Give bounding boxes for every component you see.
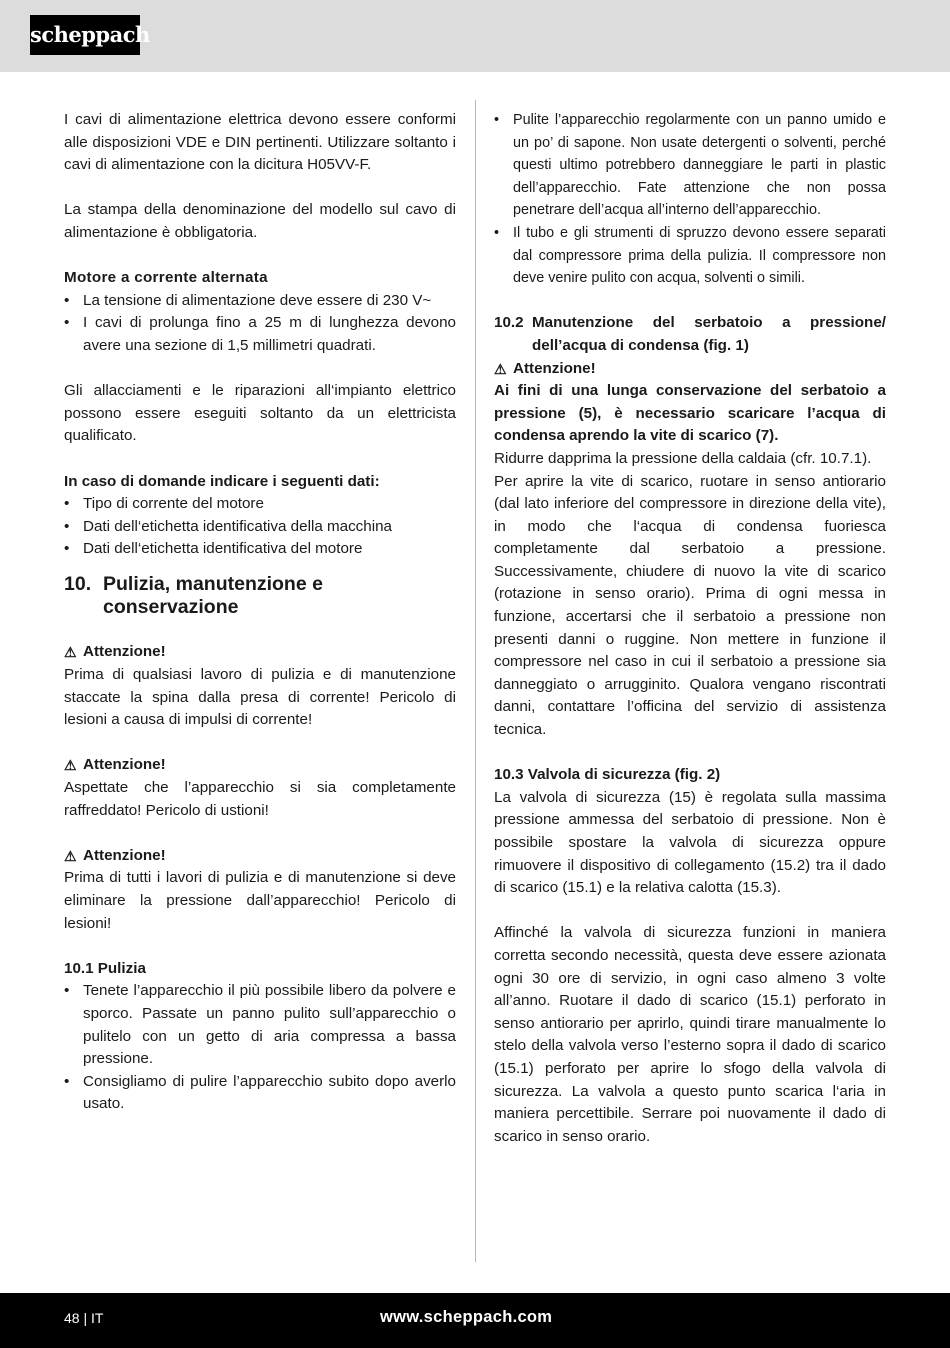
- warning-triangle-icon: ⚠: [64, 644, 77, 661]
- section-title-text: Pulizia, manutenzione e conservazione: [103, 572, 323, 618]
- warning-label: Attenzione!: [513, 359, 596, 377]
- condensate-bold-paragraph: Ai fini di una lunga conservazione del serbatoio a pressione (5), è necessario scaricare l’acqua di condensa aprendo la vite di scarico (7).: [494, 382, 886, 445]
- list-item: • La tensione di alimentazione deve essere di 230 V~: [64, 290, 456, 313]
- cleaning-heading: 10.1 Pulizia: [64, 959, 146, 977]
- warning-triangle-icon: ⚠: [64, 757, 77, 774]
- warning-label: Attenzione!: [83, 643, 166, 661]
- list-item: • I cavi di prolunga fino a 25 m di lunghezza devono avere una sezione di 1,5 millimetri quadrati.: [64, 312, 456, 357]
- warning-label: Attenzione!: [83, 846, 166, 864]
- section-10-title: [64, 573, 456, 619]
- warning-2-text: Aspettate che l’apparecchio si sia completamente raffreddato! Pericolo di ustioni!: [64, 779, 456, 819]
- motor-list: [64, 290, 456, 358]
- warning-triangle-icon: ⚠: [494, 360, 507, 377]
- list-item: • Dati dell‘etichetta identificativa della macchina: [64, 516, 456, 539]
- cleaning-list: [64, 980, 456, 1116]
- list-item: • Consigliamo di pulire l’apparecchio subito dopo averlo usato.: [64, 1071, 456, 1116]
- warning-label: Attenzione!: [83, 756, 166, 774]
- right-column: [494, 109, 886, 1148]
- warning-2: [64, 754, 456, 777]
- section-10-3-heading: 10.3 Valvola di sicurezza (fig. 2): [494, 766, 721, 784]
- list-item: • Pulite l’apparecchio regolarmente con un panno umido e un po’ di sapone. Non usate detergenti o solventi, perché questi ultimo potrebbero danneggiare le parti in plastic dell’apparecchio. Fate attenzione che non possa penetrare dell’acqua all’interno dell’apparecchio.: [494, 109, 886, 222]
- header-bar: [0, 0, 950, 72]
- drain-screw-paragraph: Per aprire la vite di scarico, ruotare in senso antiorario (dal lato inferiore del compressore in direzione della vite), in modo che l‘acqua di condensa fuoriesca completamente dal serbatoio a pressione. Successivamente, chiudere di nuovo la vite di scarico (rotazione in senso orario). Prima di ogni messa in funzione, accertarsi che il serbatoio a pressione non presenti danni o ruggine. Non mettere in funzione il compressore nel caso in cui il serbatoio a pressione sia danneggiato o arrugginito. Qualora vengano riscontrati danni, contattare l’officina del servizio di assistenza tecnica.: [494, 472, 886, 739]
- warning-1-text: Prima di qualsiasi lavoro di pulizia e di manutenzione staccate la spina dalla presa di corrente! Pericolo di lesioni a causa di impulsi di corrente!: [64, 666, 456, 729]
- section-10-2-heading: [494, 312, 886, 357]
- list-item: • Tenete l’apparecchio il più possibile libero da polvere e sporco. Passate un panno pulito sull’apparecchio o pulitelo con un getto di aria compressa a bassa pressione.: [64, 980, 456, 1070]
- motor-heading: Motore a corrente alternata: [64, 269, 268, 287]
- electrician-paragraph: Gli allacciamenti e le riparazioni all‘impianto elettrico possono essere eseguiti soltanto da un elettricista qualificato.: [64, 382, 456, 445]
- scheppach-logo: scheppach: [30, 15, 140, 55]
- section-number: 10.2: [494, 314, 524, 332]
- safety-valve-paragraph-2: Affinché la valvola di sicurezza funzioni in maniera corretta secondo necessità, questa deve essere azionata ogni 30 ore di servizio, in ogni caso almeno 3 volte all’anno. Ruotare il dado di scarico (15.1) perforato in senso antiorario per aprirlo, quindi tirare manualmente lo stelo della valvola verso l’esterno sopra il dado di scarico (15.1) perforato per aprire lo sfogo della valvola di sicurezza. La valvola a questo punto scarica l‘aria in maniera percettibile. Serrare poi nuovamente il dado di scarico in senso orario.: [494, 924, 886, 1145]
- website-link[interactable]: www.scheppach.com: [380, 1308, 553, 1326]
- warning-3: [64, 845, 456, 868]
- safety-valve-paragraph-1: La valvola di sicurezza (15) è regolata sulla massima pressione ammessa del serbatoio di pressione. Non è possibile spostare la valvola di sicurezza oppure rimuovere il dispositivo di collegamento (15.2) tra il dado di scarico (15.1) e la relativa calotta (15.3).: [494, 788, 886, 897]
- reduce-pressure-paragraph: Ridurre dapprima la pressione della caldaia (cfr. 10.7.1).: [494, 449, 872, 467]
- page-number: 48 | IT: [64, 1310, 104, 1326]
- column-divider: [475, 100, 476, 1262]
- questions-heading: In caso di domande indicare i seguenti dati:: [64, 472, 380, 490]
- warning-triangle-icon: ⚠: [64, 847, 77, 864]
- warning-4: [494, 358, 886, 381]
- cleaning-list-continued: [494, 109, 886, 290]
- footer-bar: [0, 1293, 950, 1348]
- questions-list: [64, 493, 456, 561]
- left-column: [64, 109, 456, 1116]
- cable-paragraph: I cavi di alimentazione elettrica devono essere conformi alle disposizioni VDE e DIN pertinenti. Utilizzare soltanto i cavi di alimentazione con la dicitura H05VV-F.: [64, 111, 456, 174]
- model-print-paragraph: La stampa della denominazione del modello sul cavo di alimentazione è obbligatoria.: [64, 201, 456, 241]
- warning-1: [64, 641, 456, 664]
- list-item: • Il tubo e gli strumenti di spruzzo devono essere separati dal compressore prima della pulizia. Il compressore non deve venire pulito con acqua, solventi o simili.: [494, 222, 886, 290]
- list-item: • Dati dell‘etichetta identificativa del motore: [64, 538, 456, 561]
- list-item: • Tipo di corrente del motore: [64, 493, 456, 516]
- section-number: 10.: [64, 572, 92, 595]
- warning-3-text: Prima di tutti i lavori di pulizia e di manutenzione si deve eliminare la pressione dall’apparecchio! Pericolo di lesioni!: [64, 869, 456, 932]
- section-title-text: Manutenzione del serbatoio a pressione/ dell’acqua di condensa (fig. 1): [532, 314, 886, 354]
